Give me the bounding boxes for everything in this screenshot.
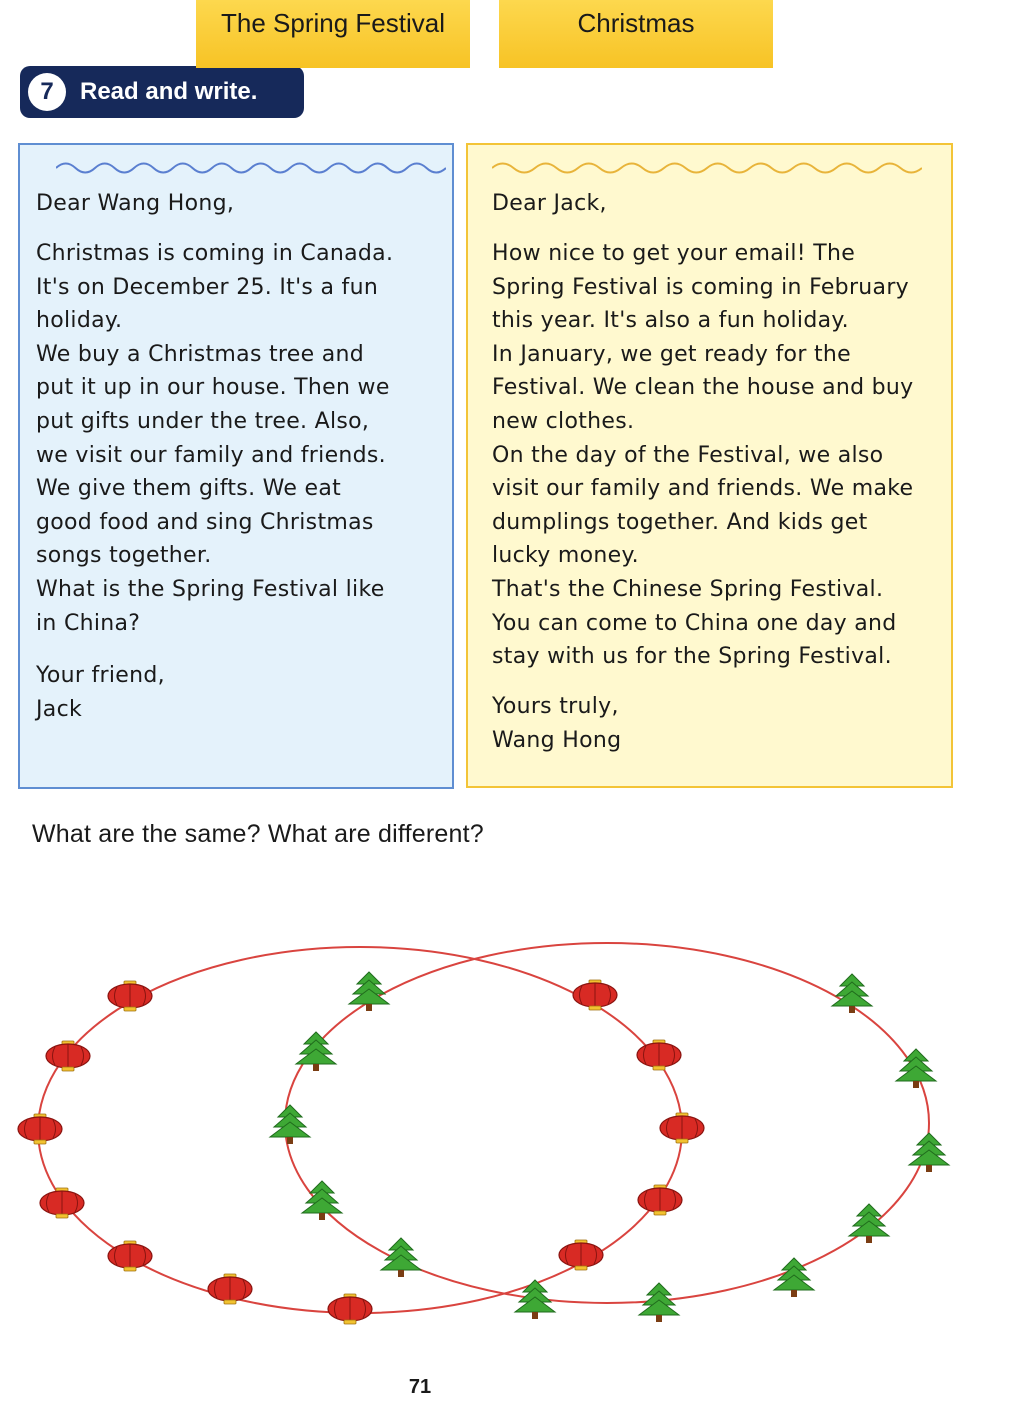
letter-line: You can come to China one day and <box>492 610 897 636</box>
letter-line: dumplings together. And kids get <box>492 509 868 535</box>
christmas-tree-icon <box>349 972 389 1011</box>
venn-label-christmas: Christmas <box>499 0 773 68</box>
letter-greeting: Dear Jack, <box>492 191 607 216</box>
letter-line: visit our family and friends. We make <box>492 476 914 502</box>
letter-line: put it up in our house. Then we <box>36 375 390 401</box>
exercise-title: Read and write. <box>80 78 258 105</box>
lantern-icon <box>18 1114 62 1144</box>
letter-line: It's on December 25. It's a fun <box>36 274 379 300</box>
letter-line: We give them gifts. We eat <box>36 476 342 502</box>
lantern-icon <box>573 980 617 1010</box>
letter-signature: Wang Hong <box>492 728 622 753</box>
letter-line: Festival. We clean the house and buy <box>492 375 914 401</box>
lantern-icon <box>660 1113 704 1143</box>
wave-divider <box>492 159 922 177</box>
venn-diagram <box>0 880 1024 1360</box>
exercise-header <box>20 66 304 118</box>
letter-line: In January, we get ready for the <box>492 341 851 367</box>
letter-closing: Yours truly, <box>492 694 619 719</box>
letter-line: How nice to get your email! The <box>492 241 856 266</box>
christmas-tree-icon <box>832 974 872 1013</box>
christmas-tree-icon <box>302 1181 342 1220</box>
lantern-icon <box>40 1188 84 1218</box>
christmas-tree-icon <box>270 1105 310 1144</box>
lantern-icon <box>108 981 152 1011</box>
letter-line: holiday. <box>36 308 123 334</box>
christmas-tree-icon <box>909 1133 949 1172</box>
letter-line: What is the Spring Festival like <box>36 576 385 602</box>
page-number: 71 <box>408 1376 432 1398</box>
letter-greeting: Dear Wang Hong, <box>36 191 235 216</box>
letter-signature: Jack <box>36 697 83 722</box>
letter-line: On the day of the Festival, we also <box>492 442 884 468</box>
lantern-icon <box>638 1185 682 1215</box>
comparison-question: What are the same? What are different? <box>32 820 484 848</box>
letter-body <box>492 237 935 674</box>
letter-line: lucky money. <box>492 543 639 569</box>
letter-line: We buy a Christmas tree and <box>36 341 365 367</box>
lantern-icon <box>328 1294 372 1324</box>
lantern-icon <box>46 1041 90 1071</box>
letter-line: this year. It's also a fun holiday. <box>492 308 849 334</box>
letter-line: That's the Chinese Spring Festival. <box>492 576 884 602</box>
letter-line: put gifts under the tree. Also, <box>36 408 370 434</box>
letter-line: Spring Festival is coming in February <box>492 274 909 300</box>
christmas-tree-icon <box>896 1049 936 1088</box>
venn-label-spring-festival: The Spring Festival <box>196 0 470 68</box>
letter-line: stay with us for the Spring Festival. <box>492 644 892 670</box>
wave-divider <box>56 159 446 177</box>
letter-line: good food and sing Christmas <box>36 509 374 535</box>
letter-line: we visit our family and friends. <box>36 442 386 468</box>
letter-line: new clothes. <box>492 408 635 434</box>
letter-closing: Your friend, <box>36 663 165 688</box>
letter-line: songs together. <box>36 543 212 569</box>
lantern-icon <box>208 1274 252 1304</box>
letter-line: in China? <box>36 610 141 636</box>
exercise-number: 7 <box>28 73 66 111</box>
letter-line: Christmas is coming in Canada. <box>36 241 394 266</box>
letter-from-jack <box>18 143 454 789</box>
letter-body <box>36 237 438 640</box>
lantern-icon <box>559 1240 603 1270</box>
christmas-tree-icon <box>381 1238 421 1277</box>
letter-from-wang-hong <box>466 143 953 788</box>
